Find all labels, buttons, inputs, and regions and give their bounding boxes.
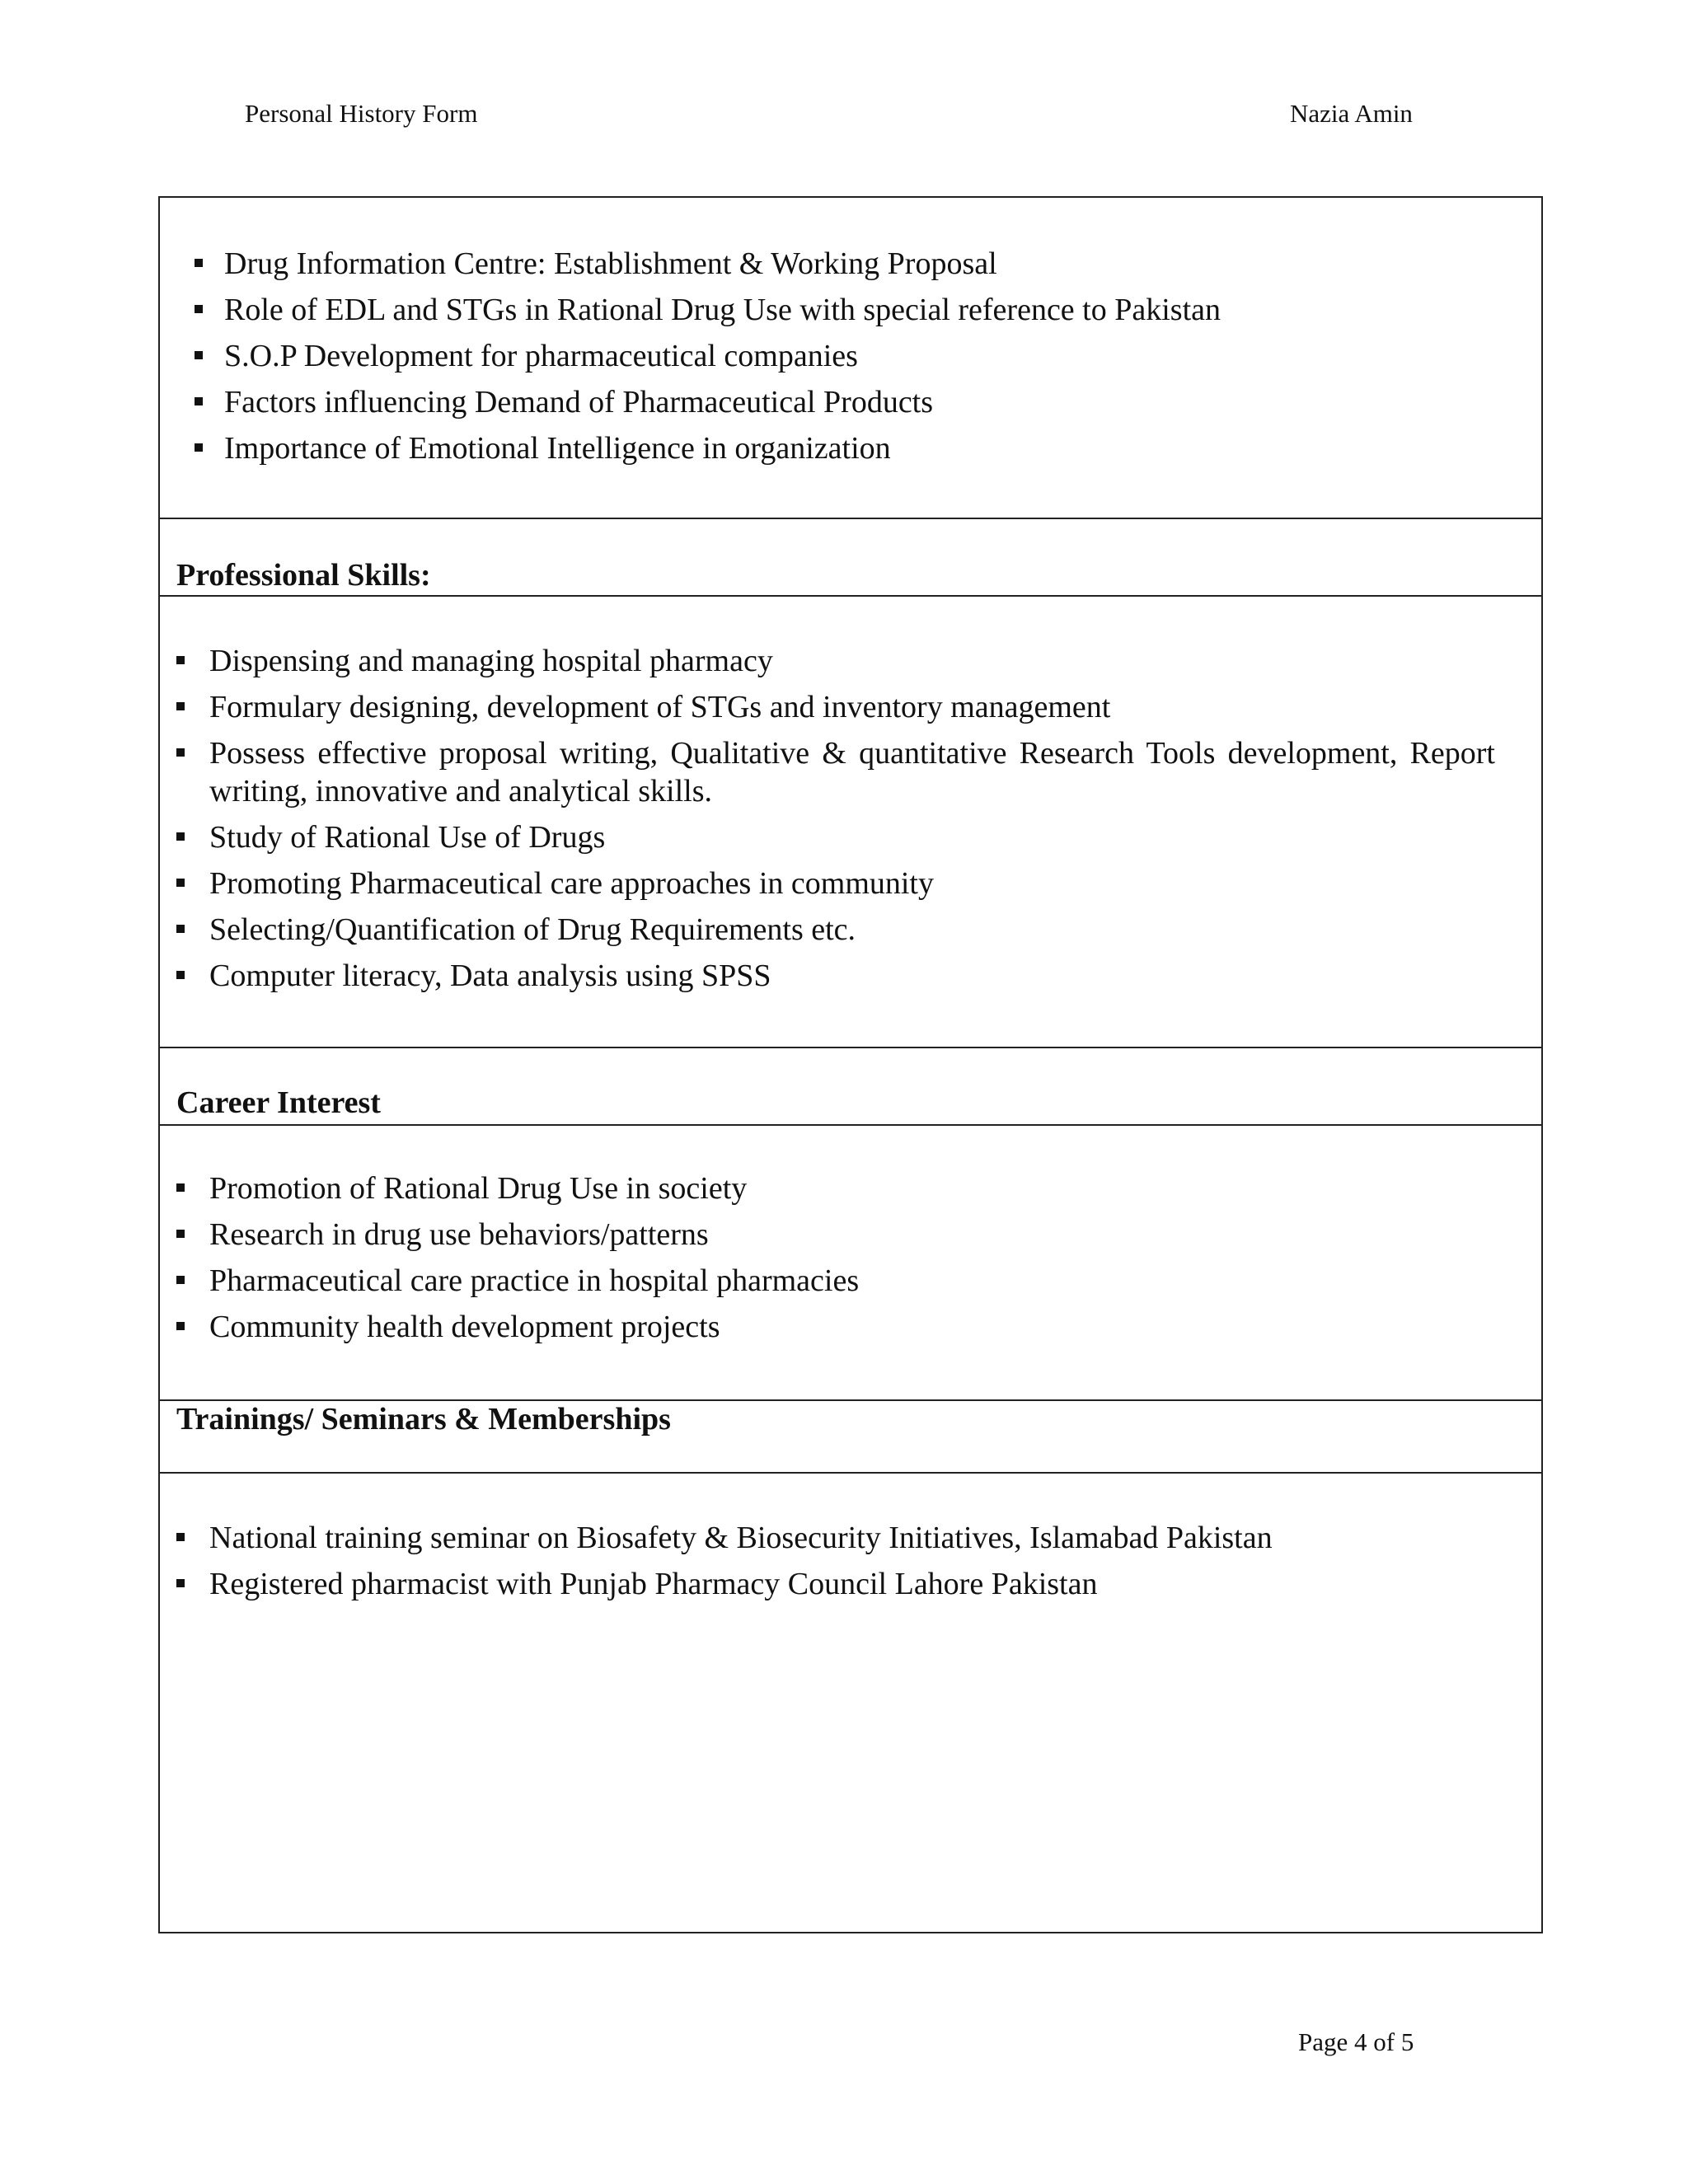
- list-item: Selecting/Quantification of Drug Requirements etc.: [176, 907, 1495, 953]
- section-divider: [160, 595, 1541, 597]
- list-item: Possess effective proposal writing, Qualitative & quantitative Research Tools development, Report writing, innovative and analytical skills.: [176, 730, 1495, 814]
- header-form-title: Personal History Form: [245, 99, 478, 128]
- list-item: Formulary designing, development of STGs and inventory management: [176, 684, 1495, 730]
- section-divider: [160, 1124, 1541, 1126]
- professional-skills-heading: Professional Skills:: [176, 558, 431, 593]
- section-divider: [160, 1472, 1541, 1474]
- list-item: Community health development projects: [176, 1304, 1495, 1350]
- professional-skills-list: [176, 638, 1495, 999]
- list-item: Factors influencing Demand of Pharmaceutical Products: [176, 379, 1512, 425]
- list-item: National training seminar on Biosafety & Biosecurity Initiatives, Islamabad Pakistan: [176, 1515, 1495, 1561]
- list-item: Promoting Pharmaceutical care approaches in community: [176, 860, 1495, 907]
- research-topics-list: [176, 241, 1512, 471]
- career-interest-heading: Career Interest: [176, 1085, 381, 1120]
- list-item: Role of EDL and STGs in Rational Drug Use with special reference to Pakistan: [176, 287, 1512, 333]
- list-item: Computer literacy, Data analysis using SPSS: [176, 953, 1495, 999]
- career-interest-list: [176, 1165, 1495, 1350]
- trainings-heading: Trainings/ Seminars & Memberships: [176, 1402, 671, 1436]
- page-number: Page 4 of 5: [1298, 2027, 1414, 2056]
- list-item: Study of Rational Use of Drugs: [176, 814, 1495, 860]
- list-item: S.O.P Development for pharmaceutical companies: [176, 333, 1512, 379]
- list-item: Registered pharmacist with Punjab Pharmacy Council Lahore Pakistan: [176, 1561, 1495, 1607]
- header-person-name: Nazia Amin: [1290, 99, 1413, 128]
- list-item: Promotion of Rational Drug Use in society: [176, 1165, 1495, 1212]
- list-item: Dispensing and managing hospital pharmacy: [176, 638, 1495, 684]
- list-item: Importance of Emotional Intelligence in organization: [176, 425, 1512, 471]
- list-item: Research in drug use behaviors/patterns: [176, 1212, 1495, 1258]
- list-item: Drug Information Centre: Establishment & Working Proposal: [176, 241, 1512, 287]
- section-divider: [160, 518, 1541, 519]
- list-item: Pharmaceutical care practice in hospital pharmacies: [176, 1258, 1495, 1304]
- personal-history-table: [158, 196, 1543, 1933]
- section-divider: [160, 1047, 1541, 1048]
- trainings-list: [176, 1515, 1495, 1607]
